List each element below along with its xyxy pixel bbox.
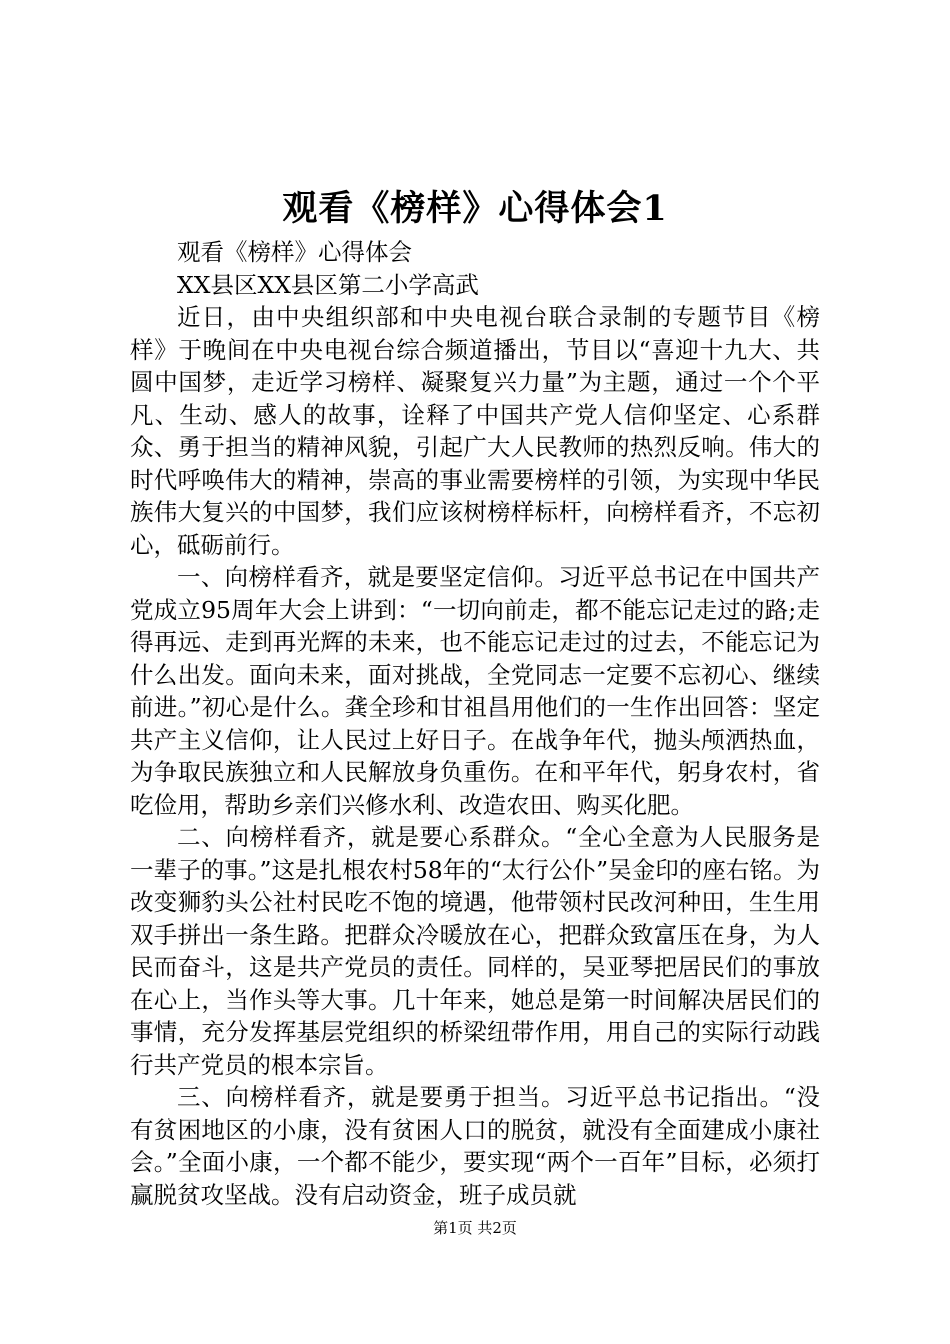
body-paragraph: 观看《榜样》心得体会 <box>177 238 412 266</box>
document-body <box>130 236 820 1211</box>
body-paragraph: XX县区XX县区第二小学高武 <box>177 270 479 299</box>
body-paragraph: 三、向榜样看齐，就是要勇于担当。习近平总书记指出。“没有贫困地区的小康，没有贫困人口的脱贫，就没有全面建成小康社会。”全面小康，一个都不能少，要实现“两个一百年”目标，必须打赢脱贫攻坚战。没有启动资金，班子成员就 <box>130 1083 820 1209</box>
body-paragraph: 一、向榜样看齐，就是要坚定信仰。习近平总书记在中国共产党成立95周年大会上讲到：“一切向前走，都不能忘记走过的路;走得再远、走到再光辉的未来，也不能忘记走过的过去，不能忘记为什么出发。面向未来，面对挑战，全党同志一定要不忘初心、继续前进。”初心是什么。龚全珍和甘祖昌用他们的一生作出回答：坚定共产主义信仰，让人民过上好日子。在战争年代，抛头颅洒热血，为争取民族独立和人民解放身负重伤。在和平年代，躬身农村，省吃俭用，帮助乡亲们兴修水利、改造农田、购买化肥。 <box>130 563 820 819</box>
body-paragraph: 二、向榜样看齐，就是要心系群众。“全心全意为人民服务是一辈子的事。”这是扎根农村58年的“太行公仆”吴金印的座右铭。为改变狮豹头公社村民吃不饱的境遇，他带领村民改河种田，生生用双手拼出一条生路。把群众冷暖放在心，把群众致富压在身，为人民而奋斗，这是共产党员的责任。同样的，吴亚琴把居民们的事放在心上，当作头等大事。几十年来，她总是第一时间解决居民们的事情，充分发挥基层党组织的桥梁纽带作用，用自己的实际行动践行共产党员的根本宗旨。 <box>130 823 820 1079</box>
page-footer: 第1页 共2页 <box>433 1219 517 1237</box>
body-paragraph: 近日，由中央组织部和中央电视台联合录制的专题节目《榜样》于晚间在中央电视台综合频道播出，节目以“喜迎十九大、共圆中国梦，走近学习榜样、凝聚复兴力量”为主题，通过一个个平凡、生动、感人的故事，诠释了中国共产党人信仰坚定、心系群众、勇于担当的精神风貌，引起广大人民教师的热烈反响。伟大的时代呼唤伟大的精神，崇高的事业需要榜样的引领，为实现中华民族伟大复兴的中国梦，我们应该树榜样标杆，向榜样看齐，不忘初心，砥砺前行。 <box>130 303 820 559</box>
document-title: 观看《榜样》心得体会1 <box>282 188 668 229</box>
